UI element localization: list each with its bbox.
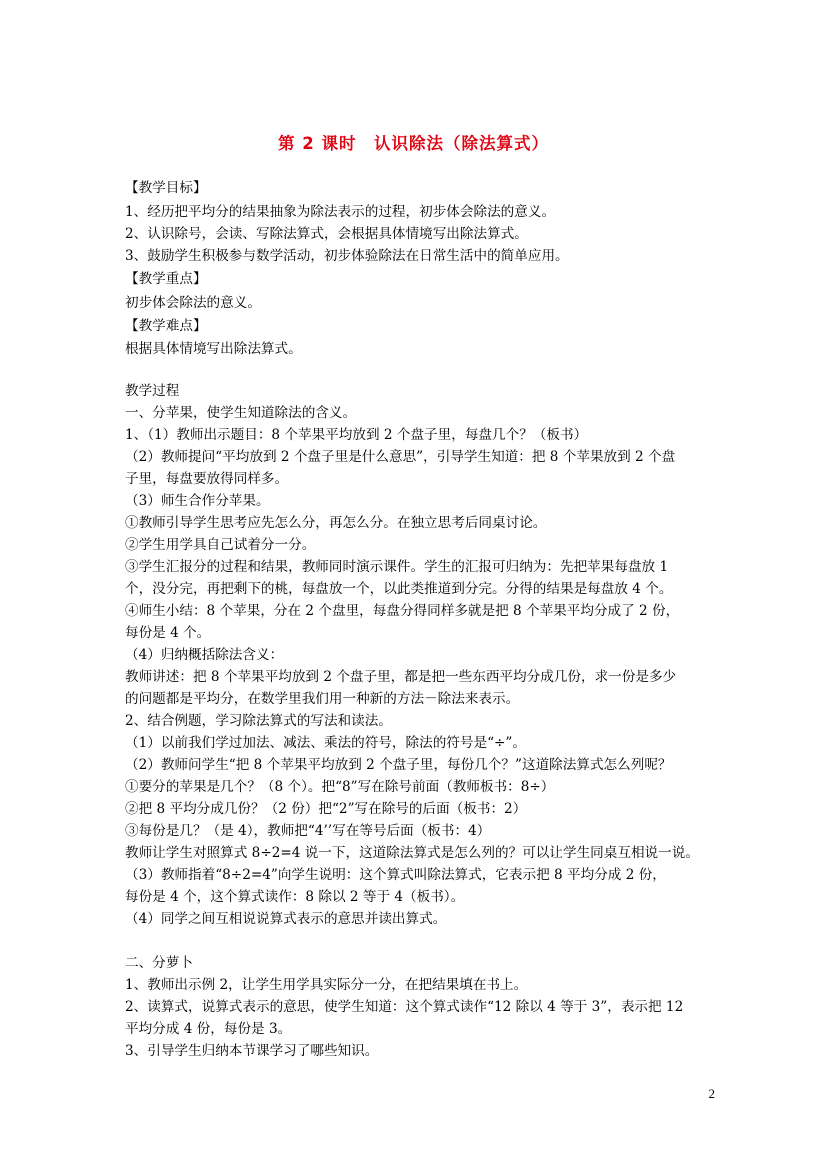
text-line: 每份是 4 个。 [125, 625, 211, 641]
text-line: 【教学难点】 [125, 318, 207, 334]
text-line: ①教师引导学生思考应先怎么分，再怎么分。在独立思考后同桌讨论。 [125, 515, 547, 531]
text-line: 平均分成 4 份，每份是 3。 [125, 1021, 292, 1037]
text-line: 每份是 4 个，这个算式读作：8 除以 2 等于 4（板书）。 [125, 889, 465, 905]
text-line: 3、鼓励学生积极参与数学活动，初步体验除法在日常生活中的简单应用。 [125, 248, 569, 264]
text-line: 初步体会除法的意义。 [125, 295, 261, 311]
text-line: 一、分苹果，使学生知道除法的含义。 [125, 405, 357, 421]
text-line: 1、教师出示例 2，让学生用学具实际分一分，在把结果填在书上。 [125, 977, 528, 993]
text-line: 教学过程 [125, 383, 180, 399]
text-line: （2）教师问学生“把 8 个苹果平均放到 2 个盘子里，每份几个？”这道除法算式怎么列呢？ [125, 757, 672, 773]
text-line: 个，没分完，再把剩下的桃，每盘放一个，以此类推道到分完。分得的结果是每盘放 4 个。 [125, 581, 673, 597]
text-line: 子里，每盘要放得同样多。 [125, 471, 289, 487]
text-line: 根据具体情境写出除法算式。 [125, 341, 302, 357]
text-line: 的问题都是平均分，在数学里我们用一种新的方法－除法来表示。 [125, 691, 520, 707]
text-line: 2、结合例题，学习除法算式的写法和读法。 [125, 713, 392, 729]
text-line: 1、（1）教师出示题目：8 个苹果平均放到 2 个盘子里，每盘几个？（板书） [125, 427, 588, 443]
text-line: （1）以前我们学过加法、减法、乘法的符号，除法的符号是“÷”。 [125, 735, 526, 751]
page-number: 2 [708, 1086, 715, 1101]
text-line: ②学生用学具自己试着分一分。 [125, 537, 316, 553]
text-line: 教师讲述：把 8 个苹果平均放到 2 个盘子里，都是把一些东西平均分成几份，求一份是多少 [125, 669, 677, 685]
text-line: 教师让学生对照算式 8÷2=4 说一下，这道除法算式是怎么列的？可以让学生同桌互相说一说。 [125, 845, 699, 861]
text-line: ②把 8 平均分成几份？（2 份）把“2”写在除号的后面（板书：2） [125, 801, 527, 817]
text-line: 2、读算式，说算式表示的意思，使学生知道：这个算式读作“12 除以 4 等于 3”，表示把 12 [125, 999, 684, 1015]
text-line: ③学生汇报分的过程和结果，教师同时演示课件。学生的汇报可归纳为：先把苹果每盘放 1 [125, 559, 669, 575]
text-line: （2）教师提问“平均放到 2 个盘子里是什么意思”，引导学生知道：把 8 个苹果放到 2 个盘 [125, 449, 676, 465]
text-line: 【教学目标】 [125, 180, 207, 196]
text-line: 【教学重点】 [125, 271, 207, 287]
text-line: （4）同学之间互相说说算式表示的意思并读出算式。 [125, 911, 447, 927]
text-line: （4）归纳概括除法含义： [125, 647, 284, 663]
text-line: （3）师生合作分苹果。 [125, 493, 270, 509]
text-line: 2、认识除号，会读、写除法算式，会根据具体情境写出除法算式。 [125, 226, 528, 242]
text-line: （3）教师指着“8÷2=4”向学生说明：这个算式叫除法算式，它表示把 8 平均分成 2 份， [125, 867, 666, 883]
text-line: ①要分的苹果是几个？（8 个）。把“8”写在除号前面（教师板书：8÷） [125, 779, 555, 795]
text-line: 1、经历把平均分的结果抽象为除法表示的过程，初步体会除法的意义。 [125, 204, 556, 220]
text-line: 3、引导学生归纳本节课学习了哪些知识。 [125, 1043, 379, 1059]
text-line: ④师生小结：8 个苹果，分在 2 个盘里，每盘分得同样多就是把 8 个苹果平均分成了 2 份， [125, 603, 680, 619]
text-line: 二、分萝卜 [125, 955, 193, 971]
text-line: ③每份是几？（是 4），教师把“4’’写在等号后面（板书：4） [125, 823, 491, 839]
lesson-title: 第 2 课时 认识除法（除法算式） [278, 134, 549, 153]
